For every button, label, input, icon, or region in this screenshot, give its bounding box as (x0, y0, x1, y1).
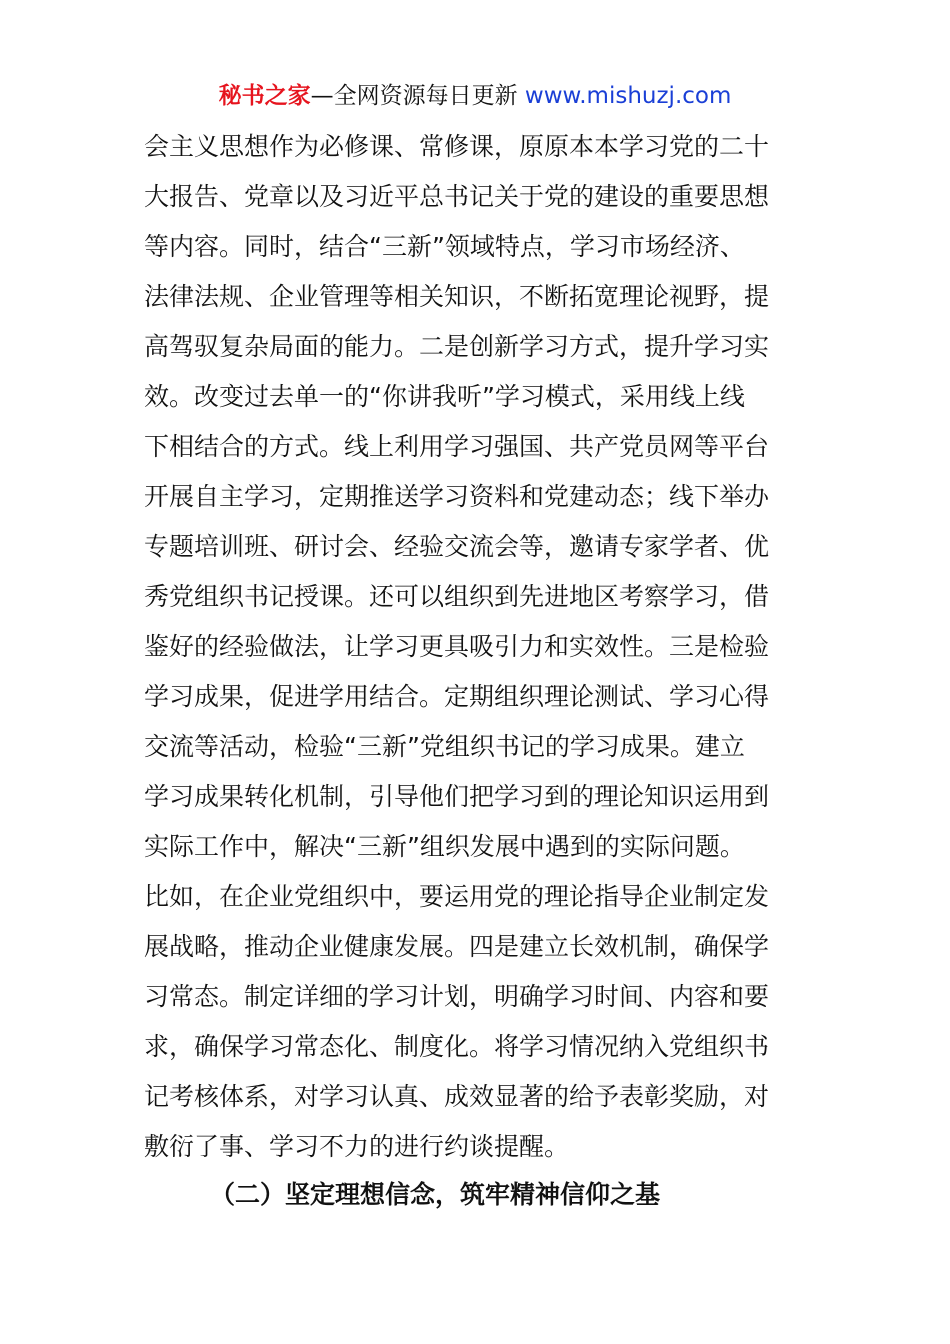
text-line: 高驾驭复杂局面的能力。二是创新学习方式，提升学习实 (144, 332, 770, 361)
text-line: 下相结合的方式。线上利用学习强国、共产党员网等平台 (144, 432, 770, 461)
text-line: 交流等活动，检验“三新”党组织书记的学习成果。建立 (144, 732, 745, 761)
text-line: 法律法规、企业管理等相关知识，不断拓宽理论视野，提 (144, 282, 770, 311)
text-line: 秀党组织书记授课。还可以组织到先进地区考察学习，借 (144, 582, 770, 611)
header-site-link[interactable]: www.mishuzj.com (524, 83, 732, 109)
text-line: 敷衍了事、学习不力的进行约谈提醒。 (144, 1132, 570, 1161)
text-line: 习常态。制定详细的学习计划，明确学习时间、内容和要 (144, 982, 770, 1011)
text-line: 会主义思想作为必修课、常修课，原原本本学习党的二十 (144, 132, 770, 161)
text-line: 大报告、党章以及习近平总书记关于党的建设的重要思想 (144, 182, 770, 211)
text-line: 记考核体系，对学习认真、成效显著的给予表彰奖励，对 (144, 1082, 770, 1111)
text-line: 学习成果，促进学用结合。定期组织理论测试、学习心得 (144, 682, 770, 711)
header-tagline: —全网资源每日更新 (310, 83, 525, 109)
body-paragraph (144, 122, 814, 1172)
text-line: 比如，在企业党组织中，要运用党的理论指导企业制定发 (144, 882, 770, 911)
header-brand: 秘书之家 (218, 83, 311, 109)
text-line: 求，确保学习常态化、制度化。将学习情况纳入党组织书 (144, 1032, 770, 1061)
text-line: 等内容。同时，结合“三新”领域特点，学习市场经济、 (144, 232, 745, 261)
text-line: 专题培训班、研讨会、经验交流会等，邀请专家学者、优 (144, 532, 770, 561)
text-line: 开展自主学习，定期推送学习资料和党建动态；线下举办 (144, 482, 770, 511)
text-line: 学习成果转化机制，引导他们把学习到的理论知识运用到 (144, 782, 770, 811)
text-line: 实际工作中，解决“三新”组织发展中遇到的实际问题。 (144, 832, 745, 861)
section-subheading: （二）坚定理想信念，筑牢精神信仰之基 (210, 1180, 661, 1209)
text-line: 鉴好的经验做法，让学习更具吸引力和实效性。三是检验 (144, 632, 770, 661)
text-line: 效。改变过去单一的“你讲我听”学习模式，采用线上线 (144, 382, 745, 411)
text-line: 展战略，推动企业健康发展。四是建立长效机制，确保学 (144, 932, 770, 961)
page-header (0, 80, 950, 112)
